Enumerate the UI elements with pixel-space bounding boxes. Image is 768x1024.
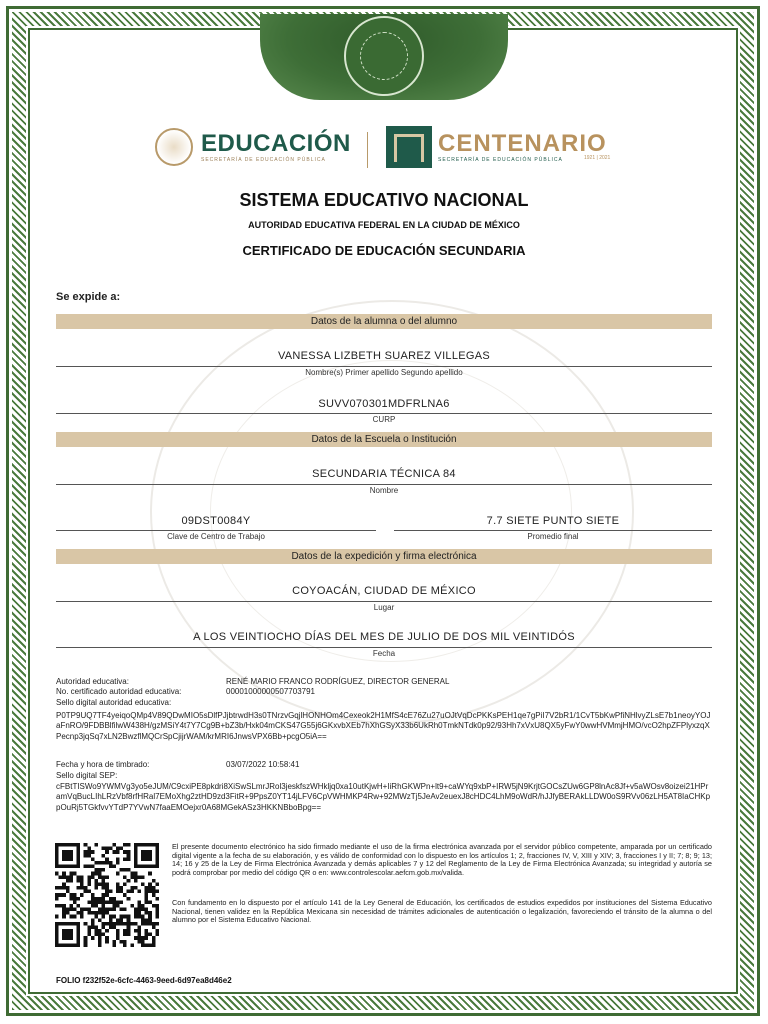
final-grade-rule — [394, 530, 712, 531]
student-curp-label: CURP — [372, 415, 396, 424]
issued-to-label: Se expide a: — [56, 291, 121, 303]
school-cct-rule — [56, 530, 376, 531]
stamp-date-label: Fecha y hora de timbrado: — [56, 760, 150, 769]
school-name-rule — [56, 484, 712, 485]
cert-number-label: No. certificado autoridad educativa: — [56, 687, 182, 696]
issue-place: COYOACÁN, CIUDAD DE MÉXICO — [292, 585, 476, 597]
authority-label: Autoridad educativa: — [56, 677, 129, 686]
authority-value: RENÉ MARIO FRANCO RODRÍGUEZ, DIRECTOR GENERAL — [226, 677, 450, 686]
student-curp-rule — [56, 413, 712, 414]
cert-number-value: 00001000000507703791 — [226, 687, 315, 696]
cent-logo-years: 1921 | 2021 — [584, 155, 611, 161]
issue-date-label: Fecha — [372, 649, 396, 658]
sep-seal-value: cFBtTISWo9YWMVg3yo5eJUM/C9cxiPE8pkdri8XiSwSLmrJRol3jeskfszWHkljq0xa10utKjwH+IiRhGKWPn+lt9+caWYq9xbP+IRW5jN9KrjtGOCsZUw6GP8lnAc8Jf+v5aWOsv8oizei21HPramVqBucLIhLRzVbf8rfHRal7EMoXhg2ztHD9zd3FitR+9PpsZ0YT14jLFV6CpVWHMKP4Rw+92MWzTj5JeAv2euexJ8cHDC4LhM9oWdR/hJJfyBERAkLLDW0oS9RVv06zLH5AT8IaCHKppOuRj5TGkfvvYTdP7YVwN7faaEMOejxr0A68MGekASz3HKKNBboBpg== — [56, 782, 711, 812]
qr-code[interactable] — [55, 843, 159, 947]
final-grade-label: Promedio final — [527, 532, 579, 541]
student-name: VANESSA LIZBETH SUAREZ VILLEGAS — [277, 350, 491, 362]
centenario-logo — [386, 126, 607, 168]
cent-logo-title: CENTENARIO — [438, 130, 607, 157]
student-name-rule — [56, 366, 712, 367]
student-section-band: Datos de la alumna o del alumno — [56, 314, 712, 329]
issue-date: A LOS VEINTIOCHO DÍAS DEL MES DE JULIO DE DOS MIL VEINTIDÓS — [193, 631, 575, 643]
digital-seal-value: P0TP9UQ7TF4yeiqoQMp4V89QDwMIO5sDlfPJjbtrwdH3s0TNrzvGqjlHONHOm4Cexeok2H1MfS4cE76Zu27uOJtVqDcPKKsPEH1qe7gPiI7V2bR1/1CvT5bKwPfiNHlvyZLsE7b1neoyYOJaFnRO/9FDBBlfilwW438H/gzMSiY4t7Y7Cg9B+bZ3b/Hxk04mCKS47G55j6GKxvbXEb7hXhGSyX33b6UkRh0TmkNTdk0p92/93Hh7xVxU8QX5yFwY0wwHVMmjHMO/vcO2hpZFPlyxzqXPecnp3jqSq7xLN2BwzflMQCrSpCjijrWAM/krMRI6JnwsVPX6Bb+pcgO5iA== — [56, 711, 711, 741]
system-title: SISTEMA EDUCATIVO NACIONAL — [239, 190, 529, 210]
issue-place-label: Lugar — [373, 603, 395, 612]
student-name-label: Nombre(s) Primer apellido Segundo apellido — [305, 368, 463, 377]
issue-section-band: Datos de la expedición y firma electrónica — [56, 549, 712, 564]
legal-paragraph-1: El presente documento electrónico ha sido firmado mediante el uso de la firma electrónica avanzada por el servidor público competente, amparada por un certificado digital vigente a la fecha de su elaboración, y es válido de conformidad con lo dispuesto en los artículos 1; 2, fracciones IV, V, XIII y XIV; 3, fracciones I y II; 7; 8; 9; 13; 14; 16 y 25 de la Ley de Firma Electrónica Avanzada y demás aplicables 7 y 12 del Reglamento de la Ley de Firma Electrónica Avanzada; su integridad y autoría se podrá comprobar por medio del código QR o en: www.controlescolar.aefcm.gob.mx/valida. — [172, 842, 712, 877]
cent-logo-subtitle: SECRETARÍA DE EDUCACIÓN PÚBLICA — [438, 157, 563, 163]
issue-place-rule — [56, 601, 712, 602]
stamp-date-value: 03/07/2022 10:58:41 — [226, 760, 300, 769]
authority-title: AUTORIDAD EDUCATIVA FEDERAL EN LA CIUDAD DE MÉXICO — [248, 220, 520, 230]
folio: FOLIO f232f52e-6cfc-4463-9eed-6d97ea8d46e2 — [56, 976, 232, 985]
issue-date-rule — [56, 647, 712, 648]
logo-separator — [367, 132, 368, 168]
digital-seal-label: Sello digital autoridad educativa: — [56, 698, 172, 707]
sep-seal-label: Sello digital SEP: — [56, 771, 118, 780]
school-name-label: Nombre — [369, 486, 399, 495]
school-cct-label: Clave de Centro de Trabajo — [167, 532, 265, 541]
school-section-band: Datos de la Escuela o Institución — [56, 432, 712, 447]
national-seal-icon — [344, 16, 424, 96]
eagle-seal-icon — [155, 128, 193, 166]
building-icon — [386, 126, 432, 168]
school-name: SECUNDARIA TÉCNICA 84 — [312, 468, 456, 480]
certificate-title: CERTIFICADO DE EDUCACIÓN SECUNDARIA — [242, 243, 526, 258]
student-curp: SUVV070301MDFRLNA6 — [318, 398, 450, 410]
legal-paragraph-2: Con fundamento en lo dispuesto por el artículo 141 de la Ley General de Educación, los certificados de estudios expedidos por instituciones del Sistema Educativo Nacional, tienen validez en la República Mexicana sin necesidad de trámites adicionales de autenticación o legalización, favoreciendo el tránsito de la alumna o del alumno por el Sistema Educativo Nacional. — [172, 898, 712, 925]
final-grade: 7.7 SIETE PUNTO SIETE — [486, 515, 620, 527]
edu-logo-subtitle: SECRETARÍA DE EDUCACIÓN PÚBLICA — [201, 157, 326, 163]
educacion-logo — [155, 128, 351, 166]
edu-logo-title: EDUCACIÓN — [201, 130, 351, 157]
school-cct: 09DST0084Y — [181, 515, 251, 527]
